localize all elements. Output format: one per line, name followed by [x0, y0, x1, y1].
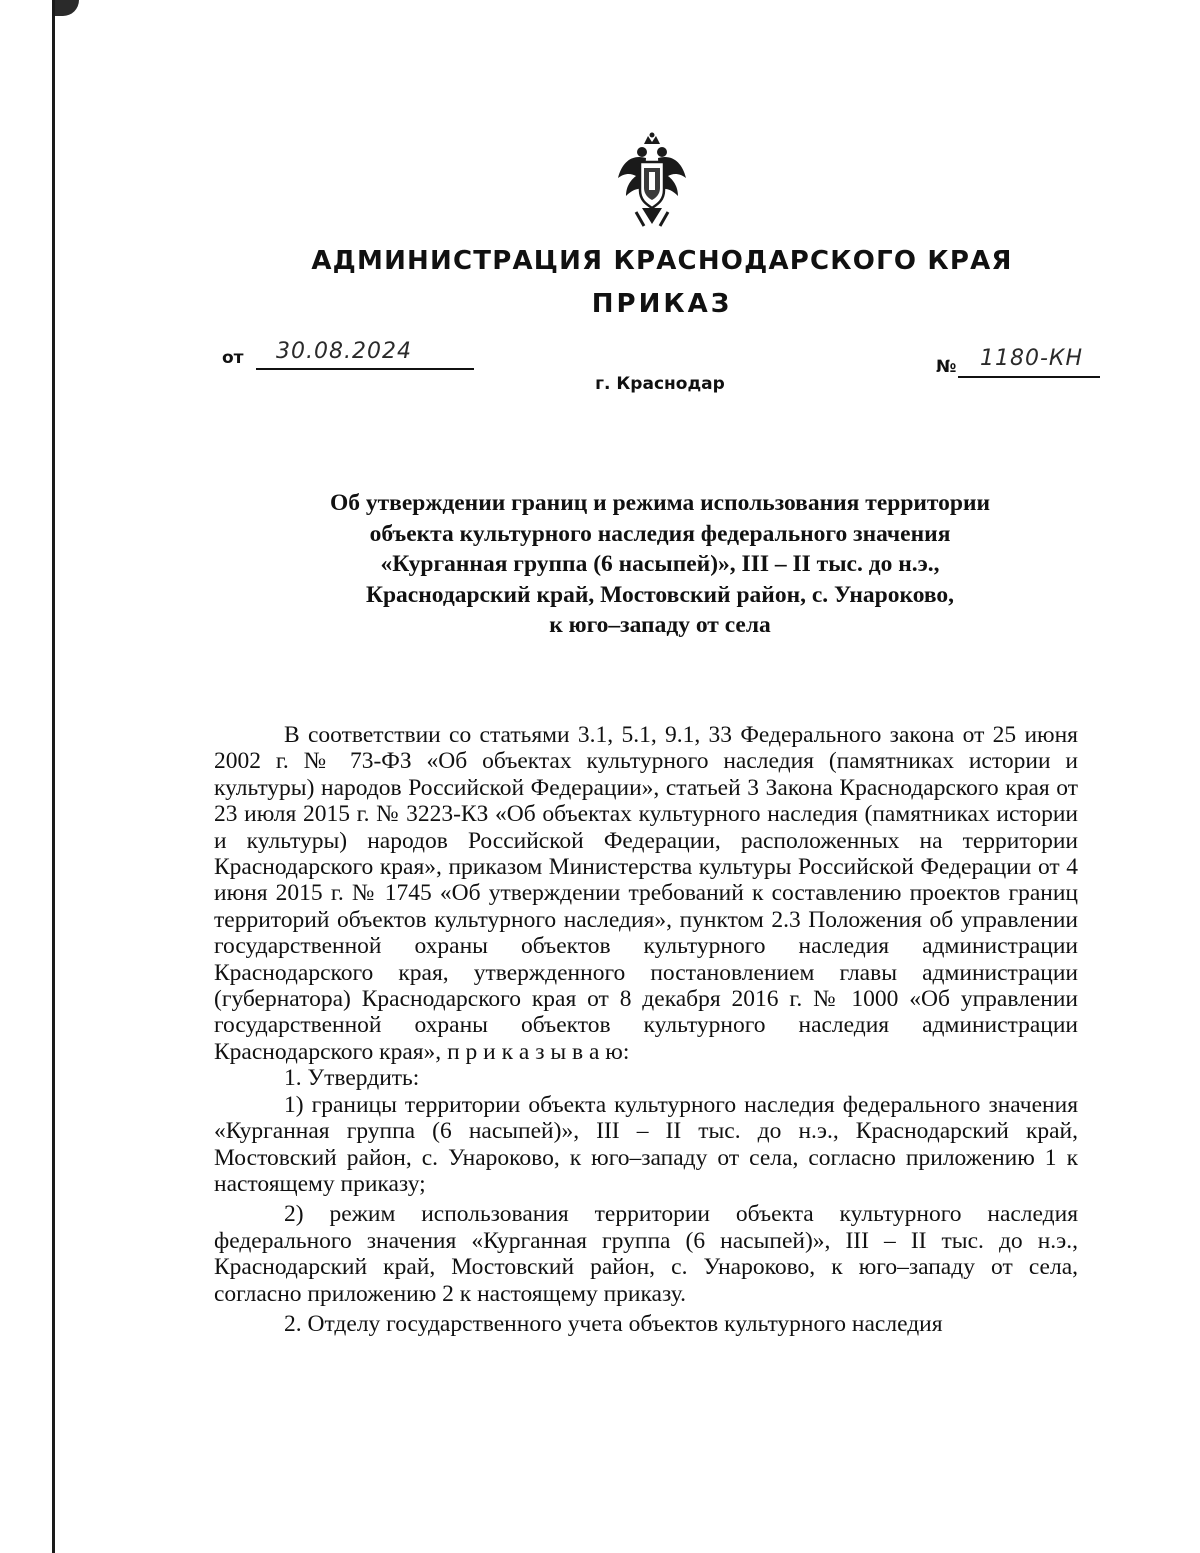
- item-1-1: 1) границы территории объекта культурного наследия федерального значения «Курганная группа (6 насыпей)», III – II тыс. до н.э., Краснодарский край, Мостовский район, с. Унароково, к юго–западу от села, согласно приложению 1 к настоящему приказу;: [214, 1091, 1078, 1197]
- number-label: №: [936, 357, 957, 377]
- number-underline: [958, 376, 1100, 378]
- title-line: объекта культурного наследия федерального значения: [369, 520, 951, 547]
- scan-edge-shadow: [52, 0, 55, 1553]
- scan-corner-shadow: [55, 0, 79, 16]
- title-line: «Курганная группа (6 насыпей)», III – II тыс. до н.э.,: [380, 551, 940, 577]
- preamble-paragraph: [214, 722, 1078, 1065]
- item-1: 1. Утвердить:: [284, 1065, 420, 1092]
- title-line: Об утверждении границ и режима использования территории: [329, 490, 991, 516]
- coat-of-arms-icon: [612, 132, 692, 228]
- title-line: Краснодарский край, Мостовский район, с. Унароково,: [365, 581, 955, 608]
- preamble-text: В соответствии со статьями 3.1, 5.1, 9.1, 33 Федерального закона от 25 июня 2002 г. № 73-ФЗ «Об объектах культурного наследия (памятниках истории и культуры) народов Российской Федерации», статьей 3 Закона Краснодарского края от 23 июля 2015 г. № 3223-КЗ «Об объектах культурного наследия (памятниках истории и культуры) народов Российской Федерации, расположенных на территории Краснодарского края», приказом Министерства культуры Российской Федерации от 4 июня 2015 г. № 1745 «Об утверждении требований к составлению проектов границ территорий объектов культурного наследия», пунктом 2.3 Положения об управлении государственной охраны объектов культурного наследия администрации Краснодарского края, утвержденного постановлением главы администрации (губернатора) Краснодарского края от 8 декабря 2016 г. № 1000 «Об управлении государственной охраны объектов культурного наследия администрации Краснодарского края»,: [214, 722, 1078, 1065]
- order-word: п р и к а з ы в а ю:: [447, 1038, 630, 1065]
- date-label: от: [222, 348, 244, 368]
- item-1-2: 2) режим использования территории объекта культурного наследия федерального значения «Курганная группа (6 насыпей)», III – II тыс. до н.э., Краснодарский край, Мостовский район, с. Унароково, к юго–западу от села, согласно приложению 2 к настоящему приказу.: [214, 1201, 1078, 1307]
- item-2: 2. Отделу государственного учета объектов культурного наследия: [284, 1310, 943, 1337]
- title-line: к юго–западу от села: [549, 612, 771, 638]
- date-value: 30.08.2024: [276, 339, 412, 364]
- order-title: [230, 488, 1090, 641]
- city-name: г. Краснодар: [595, 374, 725, 394]
- number-value: 1180-КН: [980, 346, 1084, 371]
- order-body: [214, 722, 1078, 1337]
- document-type: ПРИКАЗ: [591, 289, 733, 319]
- agency-name: АДМИНИСТРАЦИЯ КРАСНОДАРСКОГО КРАЯ: [311, 246, 1013, 276]
- date-underline: [256, 368, 474, 370]
